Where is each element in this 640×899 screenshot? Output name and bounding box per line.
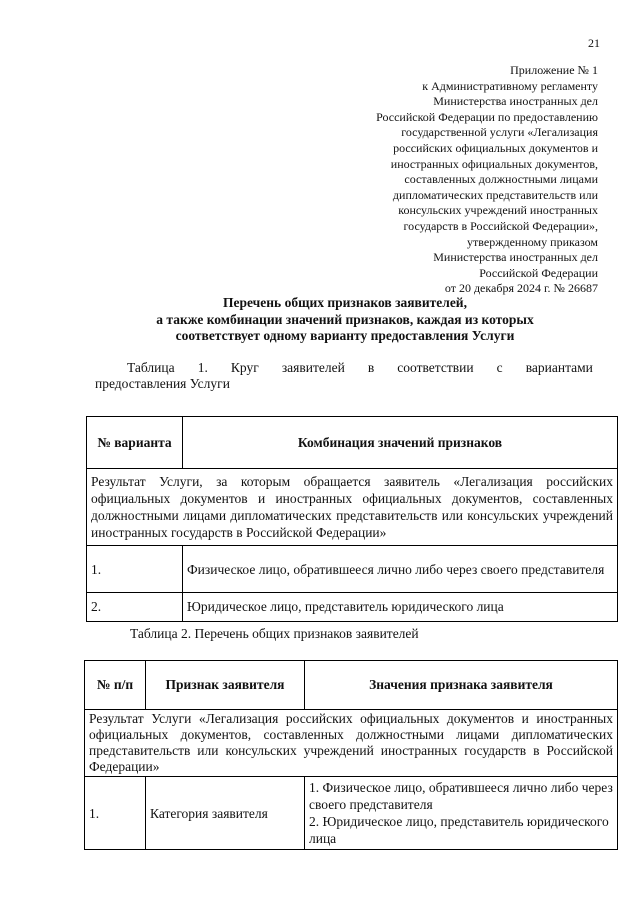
header-attribute: Признак заявителя — [146, 661, 305, 710]
attribute-values — [305, 777, 618, 850]
caption-word: 1. — [197, 360, 208, 375]
title-line: а также комбинации значений признаков, каждая из которых — [156, 311, 534, 327]
row-number: 1. — [85, 777, 146, 850]
caption-word: Круг — [230, 360, 259, 375]
table1-caption — [95, 360, 593, 392]
service-result-row: Результат Услуги, за которым обращается заявитель «Легализация российских официальных документов и иностранных официальных документов, составленных должностными лицами дипломатических представительств или консульских учреждений иностранных государств в Российской Федерации» — [87, 469, 618, 546]
attribute-value: 1. Физическое лицо, обратившееся лично либо через своего представителя — [309, 780, 613, 812]
caption-word: в — [367, 360, 375, 375]
applicant-attributes-table — [84, 660, 618, 850]
header-variant-number: № варианта — [87, 417, 183, 469]
annex-line: Российской Федерации — [479, 265, 598, 280]
header-row-number: № п/п — [85, 661, 146, 710]
caption-word: с — [496, 360, 503, 375]
caption-line: предоставления Услуги — [95, 376, 230, 391]
annex-line: иностранных официальных документов, — [390, 156, 598, 171]
attribute-name: Категория заявителя — [146, 777, 305, 850]
annex-line: к Административному регламенту — [422, 78, 598, 93]
service-result-row: Результат Услуги «Легализация российских официальных документов и иностранных официальных документов, составленных должностными лицами дипломатических представительств или консульских учреждений иностранных государств в Российской Федерации» — [85, 710, 618, 777]
caption-word: заявителей — [281, 360, 345, 375]
annex-line: Министерства иностранных дел — [433, 94, 598, 109]
document-title — [90, 295, 600, 345]
header-attribute-values: Значения признака заявителя — [305, 661, 618, 710]
caption-word: Таблица — [127, 360, 175, 375]
annex-line: Приложение № 1 — [510, 63, 598, 77]
annex-line: государств в Российской Федерации», — [403, 218, 598, 233]
annex-line: от 20 декабря 2024 г. № 26687 — [444, 281, 598, 296]
variant-number: 1. — [87, 546, 183, 593]
annex-line: дипломатических представительств или — [392, 187, 598, 202]
annex-line: российских официальных документов и — [393, 140, 598, 155]
annex-header — [298, 63, 598, 297]
attribute-value: 2. Юридическое лицо, представитель юридического лица — [309, 814, 609, 846]
annex-line: Министерства иностранных дел — [433, 250, 598, 265]
annex-line: консульских учреждений иностранных — [398, 203, 598, 218]
annex-line: Российской Федерации по предоставлению — [376, 109, 598, 124]
header-combination: Комбинация значений признаков — [183, 417, 618, 469]
title-line: соответствует одному варианту предоставления Услуги — [175, 328, 515, 343]
caption-word: вариантами — [525, 360, 593, 375]
variant-number: 2. — [87, 593, 183, 622]
title-line: Перечень общих признаков заявителей, — [223, 295, 467, 310]
annex-line: утвержденному приказом — [467, 234, 598, 249]
variant-combination: Физическое лицо, обратившееся лично либо через своего представителя — [183, 546, 618, 593]
table2-caption: Таблица 2. Перечень общих признаков заявителей — [130, 626, 419, 641]
page-number: 21 — [588, 36, 600, 50]
caption-word: соответствии — [397, 360, 474, 375]
variant-combination: Юридическое лицо, представитель юридического лица — [183, 593, 618, 622]
annex-line: составленных должностными лицами — [404, 172, 598, 187]
variants-table — [86, 416, 618, 622]
annex-line: государственной услуги «Легализация — [401, 125, 598, 140]
